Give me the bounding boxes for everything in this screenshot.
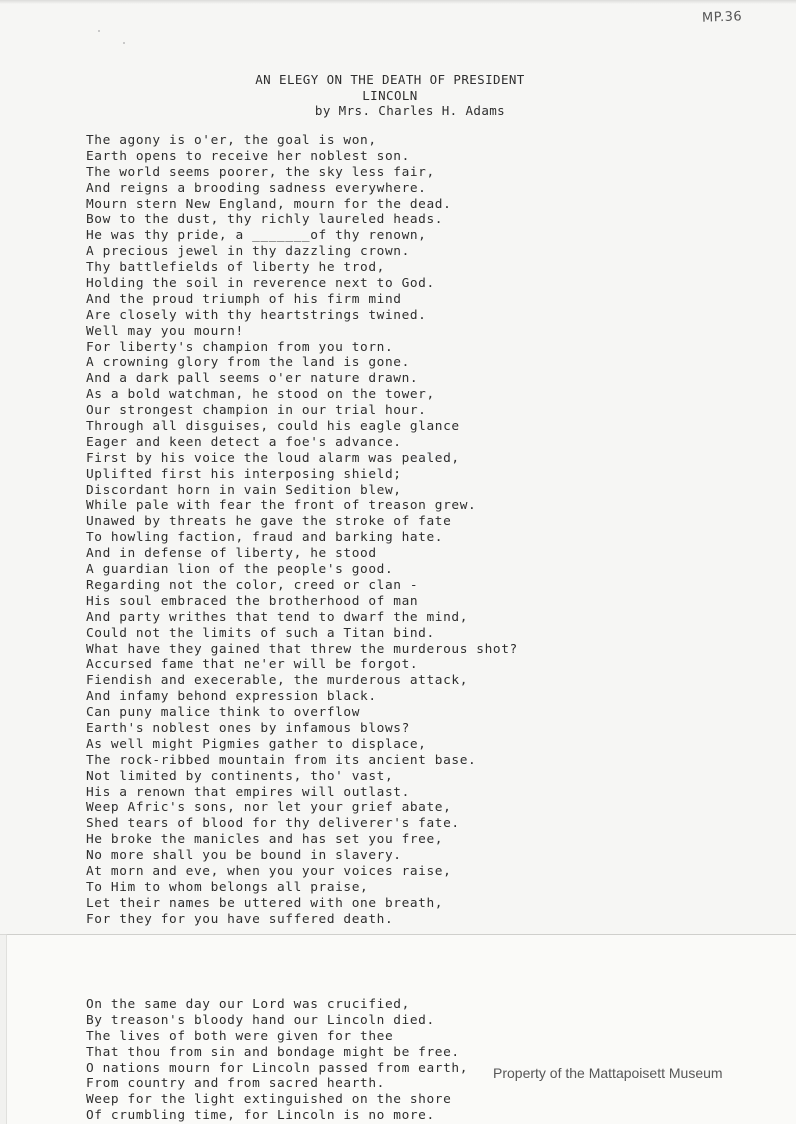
poem-line: From country and from sacred hearth.	[86, 1076, 385, 1092]
poem-line: That thou from sin and bondage might be free.	[86, 1044, 460, 1060]
poem-line: He was thy pride, a _______of thy renown,	[86, 228, 427, 244]
poem-line: The world seems poorer, the sky less fair,	[86, 164, 435, 180]
poem-line: Discordant horn in vain Sedition blew,	[86, 482, 402, 498]
poem-line: What have they gained that threw the murderous shot?	[86, 641, 518, 657]
poem-line: A guardian lion of the people's good.	[86, 562, 394, 578]
poem-line: No more shall you be bound in slavery.	[86, 848, 402, 864]
poem-line: A precious jewel in thy dazzling crown.	[86, 244, 410, 260]
author-byline: by Mrs. Charles H. Adams	[314, 103, 506, 118]
poem-line: O nations mourn for Lincoln passed from earth,	[86, 1060, 469, 1076]
poem-line: Holding the soil in reverence next to God.	[86, 276, 435, 292]
poem-line: And the proud triumph of his firm mind	[86, 291, 402, 307]
poem-line: Earth opens to receive her noblest son.	[86, 148, 410, 164]
document-title-block	[130, 72, 650, 119]
poem-line: The lives of both were given for thee	[86, 1028, 394, 1044]
title-line-1: AN ELEGY ON THE DEATH OF PRESIDENT	[255, 72, 525, 87]
poem-line: While pale with fear the front of treason grew.	[86, 498, 477, 514]
poem-line: Of crumbling time, for Lincoln is no more.	[86, 1108, 435, 1124]
poem-line: Eager and keen detect a foe's advance.	[86, 434, 402, 450]
poem-line: And party writhes that tend to dwarf the mind,	[86, 609, 469, 625]
poem-line: Can puny malice think to overflow	[86, 705, 361, 721]
poem-line: On the same day our Lord was crucified,	[86, 997, 410, 1012]
poem-line: Well may you mourn!	[86, 323, 244, 339]
paper-speck	[123, 42, 125, 44]
poem-line: Could not the limits of such a Titan bind.	[86, 625, 435, 641]
poem-line: Are closely with thy heartstrings twined.	[86, 307, 427, 323]
poem-line: To howling faction, fraud and barking hate.	[86, 530, 444, 546]
poem-line: Bow to the dust, thy richly laureled heads.	[86, 212, 444, 228]
poem-line: For they for you have suffered death.	[86, 911, 394, 927]
poem-line: To Him to whom belongs all praise,	[86, 879, 369, 895]
poem-line: He broke the manicles and has set you free,	[86, 832, 444, 848]
poem-line: Weep Afric's sons, nor let your grief abate,	[86, 800, 452, 816]
poem-line: As well might Pigmies gather to displace,	[86, 736, 427, 752]
poem-line: First by his voice the loud alarm was pealed,	[86, 450, 460, 466]
poem-line: Unawed by threats he gave the stroke of fate	[86, 514, 452, 530]
scan-edge-shadow	[0, 0, 796, 4]
poem-line: And in defense of liberty, he stood	[86, 546, 377, 562]
title-line-2: LINCOLN	[362, 87, 418, 103]
poem-line: Not limited by continents, tho' vast,	[86, 768, 394, 784]
poem-line: Fiendish and execerable, the murderous attack,	[86, 673, 469, 689]
poem-line: As a bold watchman, he stood on the tower,	[86, 387, 435, 403]
poem-line: Through all disguises, could his eagle glance	[86, 419, 460, 435]
poem-line: Thy battlefields of liberty he trod,	[86, 260, 385, 276]
poem-line: Regarding not the color, creed or clan -	[86, 577, 419, 593]
poem-line: And reigns a brooding sadness everywhere.	[86, 180, 427, 196]
poem-line: His soul embraced the brotherhood of man	[86, 593, 419, 609]
catalog-number: MP.36	[701, 9, 743, 26]
poem-line: Accursed fame that ne'er will be forgot.	[86, 657, 419, 673]
poem-line: Uplifted first his interposing shield;	[86, 466, 402, 482]
poem-line: A crowning glory from the land is gone.	[86, 355, 410, 371]
poem-line: The rock-ribbed mountain from its ancient base.	[86, 752, 477, 768]
poem-line: Mourn stern New England, mourn for the dead.	[86, 196, 452, 212]
poem-body-page-1	[86, 133, 518, 928]
poem-line: Our strongest champion in our trial hour.	[86, 403, 427, 419]
poem-line: And infamy behond expression black.	[86, 689, 377, 705]
poem-line: Earth's noblest ones by infamous blows?	[86, 720, 410, 736]
poem-line: Shed tears of blood for thy deliverer's fate.	[86, 816, 460, 832]
poem-line: At morn and eve, when you your voices raise,	[86, 863, 452, 879]
poem-line: Let their names be uttered with one breath,	[86, 895, 444, 911]
poem-line: And a dark pall seems o'er nature drawn.	[86, 371, 419, 387]
poem-line: The agony is o'er, the goal is won,	[86, 133, 377, 148]
poem-line: Weep for the light extinguished on the shore	[86, 1092, 452, 1108]
poem-line: For liberty's champion from you torn.	[86, 339, 394, 355]
museum-watermark: Property of the Mattapoisett Museum	[493, 1065, 723, 1081]
paper-speck	[98, 30, 100, 32]
poem-line: His a renown that empires will outlast.	[86, 784, 410, 800]
poem-body-page-2	[86, 997, 468, 1124]
poem-line: By treason's bloody hand our Lincoln died.	[86, 1012, 435, 1028]
